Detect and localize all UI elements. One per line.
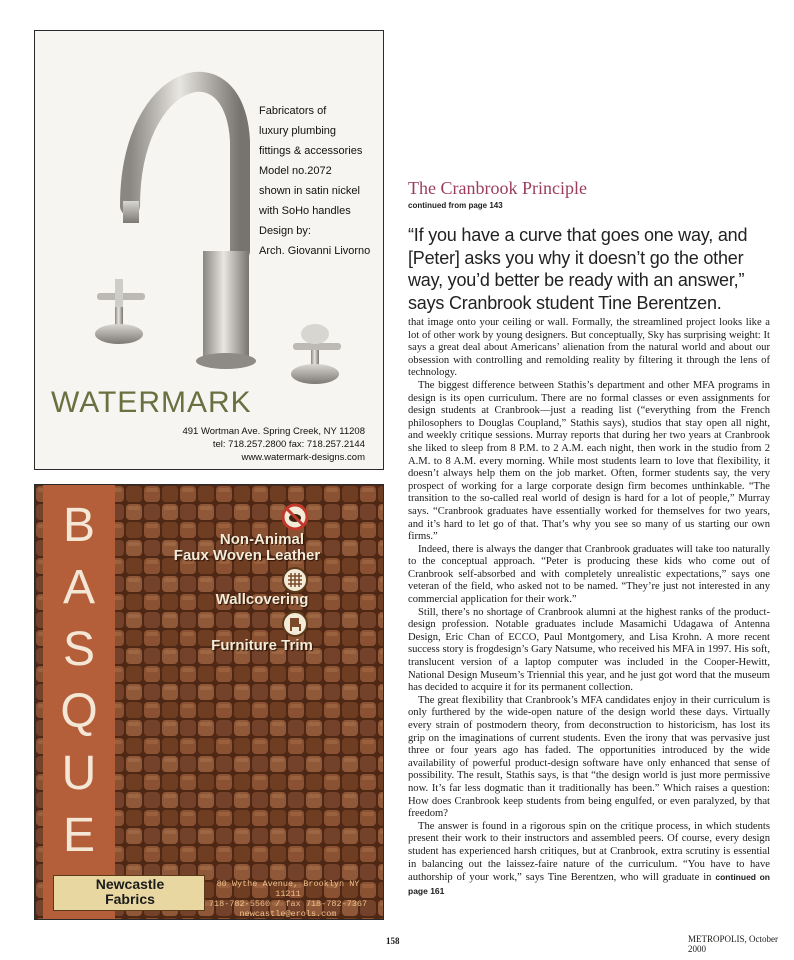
- no-animal-icon: [281, 503, 309, 531]
- watermark-contact: [182, 425, 365, 464]
- feature-non-animal: Non-Animal: [219, 531, 305, 548]
- basque-brand: [43, 495, 115, 867]
- ad-copy-line: fittings & accessories: [259, 145, 363, 157]
- wallcovering-icon: [282, 567, 308, 593]
- watermark-ad: [34, 30, 384, 470]
- watermark-address: 491 Wortman Ave. Spring Creek, NY 11208: [182, 426, 365, 437]
- ad-copy-line: luxury plumbing: [259, 125, 337, 137]
- ad-copy-line: Design by:: [259, 225, 311, 237]
- basque-letter: B: [62, 499, 95, 552]
- publication-footer: METROPOLIS, October 2000: [688, 934, 778, 954]
- article-paragraph: Still, there’s no shortage of Cranbrook alumni at the highest ranks of the product-design profession. Notable graduates include Masamichi Udagawa of Antenna Design, Eric Chan of ECCO, Paul Montgomery, and Lisa Krohn. A more recent success story is frogdesign’s Gary Natsume, who received his MFA in 1997. His soft, translucent version of a laptop computer was included in the Cooper-Hewitt, National Design Museum’s Triennial this year, and he just got word that the museum has decided to acquire it for its permanent collection.: [408, 606, 770, 694]
- article-paragraph: The great flexibility that Cranbrook’s MFA candidates enjoy in their curriculum is only furthered by the wide-open nature of the design world these days. Virtually every strain of postmodern theory, from deconstruction to historicism, has lost its grip on the imaginations of current students. Even the irony that was pervasive just three or four years ago has faded. The opportunities introduced by the wide availability of powerful product-design software have only enhanced that sense of possibility. The result, Stathis says, is that “the design world is just more permissive now. It’s far less dogmatic than it traditionally has been.” Which raises a question: How does Cranbrook keep students from being engulfed, or even paralyzed, by that freedom?: [408, 694, 770, 820]
- newcastle-email: newcastle@erols.com: [239, 909, 337, 919]
- article-body: [408, 317, 770, 898]
- basque-ad: [34, 484, 384, 920]
- newcastle-line: Fabrics: [105, 891, 155, 907]
- ad-copy-line: with SoHo handles: [259, 205, 351, 217]
- basque-letter: A: [62, 561, 95, 614]
- basque-letter: U: [61, 747, 97, 800]
- article-paragraph: Indeed, there is always the danger that Cranbrook graduates will take too naturally to the conceptual approach. “Peter is producing these kids who come out of Cranbrook self-absorbed and with completely unrealistic expectations,” says one veteran of the field, who asked not to be named. “They’re just not interested in any commercial application for their work.”: [408, 543, 770, 606]
- continued-on: continued on page 161: [408, 872, 771, 896]
- basque-letter: Q: [60, 685, 98, 738]
- ad-copy-line: Arch. Giovanni Livorno: [259, 245, 371, 257]
- article-paragraph-text: The answer is found in a rigorous spin on the critique process, in which students present their work to their instructors and assembled peers. Of course, every design student has experienced harsh critiques, but at Cranbrook, extra scrutiny is essential in balancing out the laissez-faire nature of the curriculum. “You have to have authorship of your work,” says Tine Berentzen, who will graduate in: [408, 820, 770, 884]
- feature-wallcovering: Wallcovering: [215, 591, 309, 608]
- ad-copy-line: shown in satin nickel: [259, 185, 360, 197]
- feature-faux-leather: Faux Woven Leather: [173, 547, 321, 564]
- watermark-ad-copy: [259, 101, 384, 261]
- chair-icon: [282, 611, 308, 637]
- article-header: [408, 178, 768, 210]
- ad-copy-line: Fabricators of: [259, 105, 327, 117]
- watermark-logo: WATERMARK: [51, 386, 252, 419]
- basque-letter: E: [62, 809, 95, 862]
- watermark-website: www.watermark-designs.com: [241, 452, 365, 463]
- basque-letter: S: [62, 623, 95, 676]
- continued-from: continued from page 143: [408, 201, 503, 210]
- newcastle-address: 80 Wythe Avenue, Brooklyn NY 11211: [216, 879, 360, 899]
- newcastle-line: Newcastle: [95, 876, 165, 892]
- article-paragraph: [408, 821, 770, 899]
- article-paragraph: that image onto your ceiling or wall. Formally, the streamlined project looks like a lot of other work by young designers. But conceptually, Sky has surprising weight: It says a great deal about Americans’ alienation from the natural world and about our obsession with controlling and remolding reality by filtering it through the lens of technology.: [408, 317, 770, 379]
- feature-furniture-trim: Furniture Trim: [211, 637, 313, 654]
- watermark-phone: tel: 718.257.2800 fax: 718.257.2144: [212, 439, 365, 450]
- page-number: 158: [386, 936, 400, 946]
- newcastle-contact: [203, 879, 373, 919]
- article-title: The Cranbrook Principle: [408, 178, 587, 198]
- newcastle-phone: 718-782-5560 / fax 718-782-7367: [208, 899, 368, 909]
- ad-copy-line: Model no.2072: [259, 165, 332, 177]
- newcastle-brand: [57, 877, 203, 907]
- article-paragraph: The biggest difference between Stathis’s department and other MFA programs in design is its open curriculum. There are no formal classes or even assignments for design students at Cranbrook—just a reading list (“everything from the French philosophers to Douglas Coupland,” Stathis says), studios that stay open all night, and weekly critique sessions. Murray reports that during her two years at Cranbrook she liked to sleep from 8 P.M. to 2 A.M. each night, then work in the studio from 2 A.M. to 8 A.M. every morning. While most students learn to love that flexibility, it doesn’t always help them on the job market. Often, former students say, the very prospect of working for a large corporate design firm becomes unthinkable. “The transition to the so-called real world of design is hard for a lot of people,” Murray says. “Cranbrook graduates have essentially worked for themselves for two years, and it’s hard to let go of that. That’s why you see so many of us starting our own firms.”: [408, 379, 770, 543]
- pull-quote: “If you have a curve that goes one way, and [Peter] asks you why it doesn’t go the other way, you’d better be ready with an answer,” says Cranbrook student Tine Berentzen.: [408, 225, 748, 313]
